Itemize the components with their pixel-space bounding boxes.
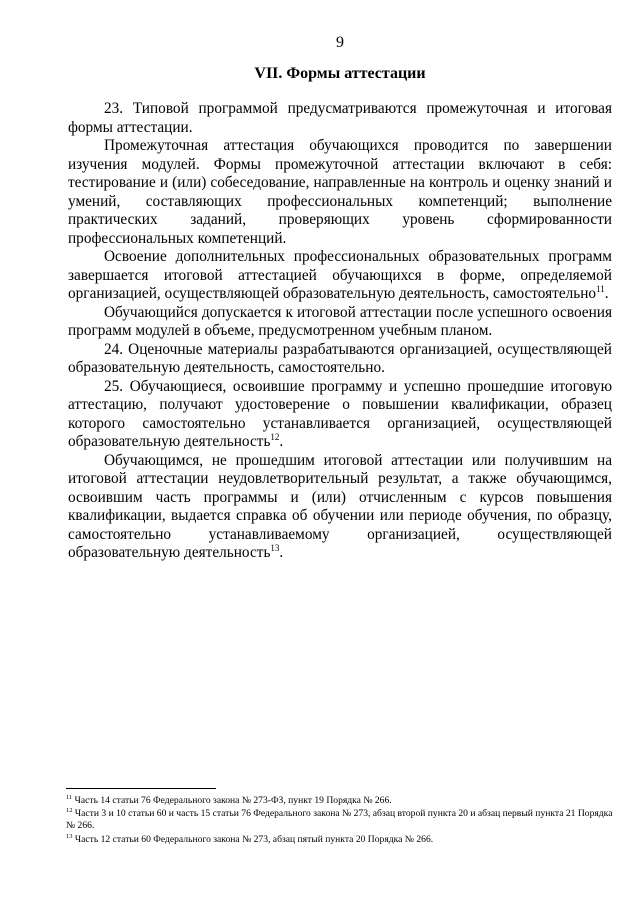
footnotes xyxy=(66,795,614,847)
paragraph-intermediate-attestation xyxy=(68,137,612,248)
paragraph-text: 25. Обучающиеся, освоившие программу и успешно прошедшие итоговую аттестацию, получают удостоверение о повышении квалификации, образец которого самостоятельно устанавливается организацией, осуществляющей образовательную деятельность xyxy=(68,377,612,450)
paragraph-25: 25. Обучающиеся, освоившие программу и успешно прошедшие итоговую аттестацию, получают удостоверение о повышении квалификации, образец которого самостоятельно устанавливается организацией, осуществляющей образовательную деятельность$^{12}$. xyxy=(68,377,612,450)
footnote-number: 12 xyxy=(66,807,73,815)
footnote-ref-11[interactable]: 11 xyxy=(596,283,605,294)
footnote-12 xyxy=(66,808,614,832)
footnote-11 xyxy=(66,795,614,807)
paragraph-text: Обучающимся, не прошедшим итоговой аттестации или получившим на итоговой аттестации неудовлетворительный результат, а также обучающимся, освоившим часть программы и (или) отчисленным с курсов повышения квалификации, выдается справка об обучении или периоде обучения, по образцу, самостоятельно устанавливаемому организацией, осуществляющей образовательную деятельность xyxy=(68,451,612,561)
paragraph-admission xyxy=(68,304,612,341)
paragraph-text: 23. Типовой программой предусматриваются промежуточная и итоговая формы аттестации. xyxy=(68,100,612,136)
page-number: 9 xyxy=(336,34,344,51)
footnote-13 xyxy=(66,834,614,846)
paragraph-23 xyxy=(68,100,612,137)
footnote-ref-13[interactable]: 13 xyxy=(270,542,280,553)
paragraph-text: 24. Оценочные материалы разрабатываются организацией, осуществляющей образовательную деятельность, самостоятельно. xyxy=(68,340,612,376)
paragraph-certificate: Обучающимся, не прошедшим итоговой аттестации или получившим на итоговой аттестации неудовлетворительный результат, а также обучающимся, освоившим часть программы и (или) отчисленным с курсов повышения квалификации, выдается справка об обучении или периоде обучения, по образцу, самостоятельно устанавливаемому организацией, осуществляющей образовательную деятельность$^{13}$. xyxy=(68,451,612,561)
section-title: VII. Формы аттестации xyxy=(254,65,426,82)
footnote-text: Части 3 и 10 статьи 60 и часть 15 статьи 76 Федерального закона № 273, абзац второй пункта 20 и абзац первый пункта 21 Порядка № 266. xyxy=(66,808,613,832)
footnote-text: Часть 12 статьи 60 Федерального закона № 273, абзац пятый пункта 20 Порядка № 266. xyxy=(74,833,434,845)
paragraph-text: Освоение дополнительных профессиональных образовательных программ завершается итоговой аттестацией обучающихся в форме, определяемой организацией, осуществляющей образовательную деятельность, самостоятельно xyxy=(68,248,612,302)
paragraph-text: Обучающийся допускается к итоговой аттестации после успешного освоения программ модулей в объеме, предусмотренном учебным планом. xyxy=(68,303,612,339)
footnote-divider xyxy=(66,788,216,789)
footnote-ref-12[interactable]: 12 xyxy=(270,431,280,442)
footnote-number: 11 xyxy=(66,793,73,801)
footnote-text: Часть 14 статьи 76 Федерального закона № 273-ФЗ, пункт 19 Порядка № 266. xyxy=(74,795,392,806)
paragraph-text: Промежуточная аттестация обучающихся проводится по завершении изучения модулей. Формы промежуточной аттестации включают в себя: тестирование и (или) собеседование, направленные на контроль и оценку знаний и умений, составляющих профессиональных компетенций; выполнение практических заданий, проверяющих уровень сформированности профессиональных компетенций. xyxy=(68,137,612,247)
body-text xyxy=(68,100,612,563)
paragraph-24 xyxy=(68,341,612,378)
paragraph-final-attestation: Освоение дополнительных профессиональных образовательных программ завершается итоговой аттестацией обучающихся в форме, определяемой организацией, осуществляющей образовательную деятельность, самостоятельно$^{11}$. xyxy=(68,248,612,302)
footnote-number: 13 xyxy=(66,832,73,840)
